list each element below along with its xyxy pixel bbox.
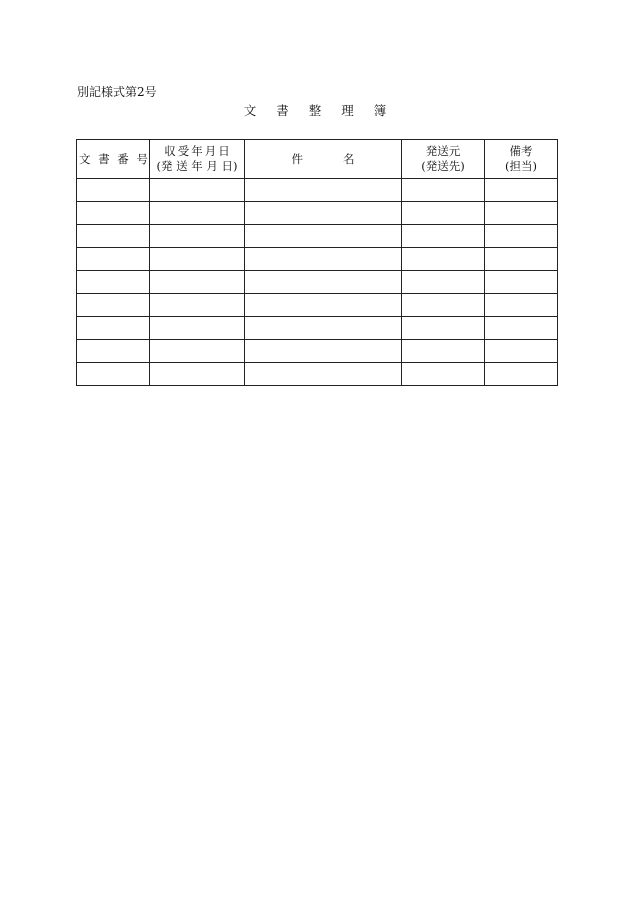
header-recipient-label: (発送先): [421, 159, 465, 173]
table-cell-subject: [245, 271, 402, 294]
header-sender-label: 発送元: [425, 144, 461, 158]
table-header-row: [77, 140, 558, 179]
table-cell-subject: [245, 340, 402, 363]
table-cell-subject: [245, 294, 402, 317]
table-cell-date: [150, 363, 245, 386]
table-row: [77, 179, 558, 202]
header-date-sent-label: (発 送 年 月 日): [156, 159, 238, 173]
table-cell-subject: [245, 179, 402, 202]
table-cell-doc-number: [77, 248, 150, 271]
table-cell-date: [150, 179, 245, 202]
table-cell-subject: [245, 317, 402, 340]
table-cell-subject: [245, 363, 402, 386]
table-cell-sender: [402, 317, 485, 340]
table-cell-sender: [402, 179, 485, 202]
header-doc-number: [77, 140, 150, 179]
table-cell-subject: [245, 202, 402, 225]
document-register-table: [76, 139, 558, 386]
form-number-label: 別記様式第2号: [77, 85, 157, 99]
table-row: [77, 202, 558, 225]
table-cell-remarks: [485, 363, 558, 386]
table-cell-date: [150, 294, 245, 317]
table-cell-doc-number: [77, 340, 150, 363]
header-remarks: [485, 140, 558, 179]
table-cell-sender: [402, 340, 485, 363]
table-cell-date: [150, 248, 245, 271]
table-cell-sender: [402, 202, 485, 225]
table-cell-date: [150, 317, 245, 340]
table-cell-date: [150, 340, 245, 363]
header-date: [150, 140, 245, 179]
header-date-received-label: 収受年月日: [164, 144, 232, 158]
header-doc-number-label: 文 書 番 号: [79, 151, 150, 166]
table-cell-remarks: [485, 271, 558, 294]
table-cell-subject: [245, 248, 402, 271]
header-subject: [245, 140, 402, 179]
table-body: [77, 179, 558, 386]
header-remarks-label: 備考: [509, 144, 533, 158]
table-row: [77, 340, 558, 363]
table-cell-doc-number: [77, 179, 150, 202]
table-cell-sender: [402, 271, 485, 294]
table-cell-date: [150, 225, 245, 248]
table-row: [77, 248, 558, 271]
table-cell-doc-number: [77, 317, 150, 340]
table-cell-remarks: [485, 340, 558, 363]
header-subject-label: 件名: [291, 151, 395, 166]
table-row: [77, 363, 558, 386]
table-row: [77, 294, 558, 317]
table-cell-doc-number: [77, 363, 150, 386]
header-person-in-charge-label: (担当): [505, 159, 537, 173]
table-cell-sender: [402, 225, 485, 248]
table-cell-doc-number: [77, 202, 150, 225]
table-cell-doc-number: [77, 271, 150, 294]
table-cell-remarks: [485, 294, 558, 317]
table-cell-remarks: [485, 179, 558, 202]
table-cell-remarks: [485, 202, 558, 225]
table-row: [77, 225, 558, 248]
table-cell-date: [150, 202, 245, 225]
table-cell-subject: [245, 225, 402, 248]
table-row: [77, 271, 558, 294]
table-cell-doc-number: [77, 225, 150, 248]
table-cell-remarks: [485, 248, 558, 271]
table-row: [77, 317, 558, 340]
table-cell-sender: [402, 294, 485, 317]
table-cell-sender: [402, 363, 485, 386]
table-cell-remarks: [485, 225, 558, 248]
table-cell-sender: [402, 248, 485, 271]
table-cell-date: [150, 271, 245, 294]
document-title: 文 書 整 理 簿: [243, 103, 395, 118]
table-cell-doc-number: [77, 294, 150, 317]
table-cell-remarks: [485, 317, 558, 340]
header-sender: [402, 140, 485, 179]
